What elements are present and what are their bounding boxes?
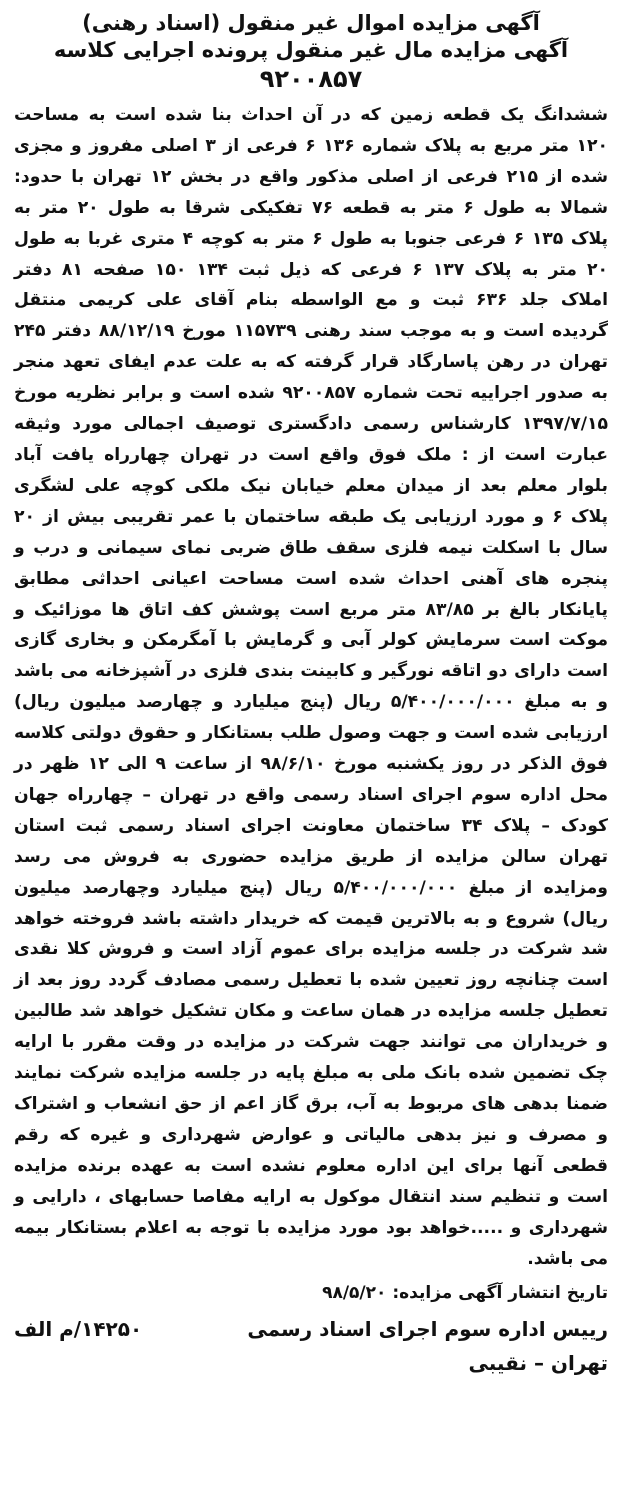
notice-footer [14, 1314, 608, 1394]
notice-header [14, 10, 608, 94]
notice-subtitle: آگهی مزایده مال غیر منقول پرونده اجرایی کلاسه [53, 38, 569, 62]
publish-date: تاریخ انتشار آگهی مزایده: ۹۸/۵/۲۰ [322, 1283, 608, 1304]
signer-title: رییس اداره سوم اجرای اسناد رسمی [247, 1317, 608, 1342]
notice-title: آگهی مزایده اموال غیر منقول (اسناد رهنی) [82, 11, 540, 35]
reference-number: ۱۴۲۵۰/م الف [14, 1317, 143, 1342]
notice-body: ششدانگ یک قطعه زمین که در آن احداث بنا شده است به مساحت ۱۲۰ متر مربع به پلاک شماره ۱۳۶ ۶ فرعی از ۳ اصلی مفروز و مجزی شده از ۲۱۵ فرعی از اصلی مذکور واقع در بخش ۱۲ تهران با حدود: شمالا به طول ۶ متر به قطعه ۷۶ تفکیکی شرقا به طول ۲۰ متر به پلاک ۱۳۵ ۶ فرعی جنوبا به طول ۶ متر به کوچه ۴ متری غربا به طول ۲۰ متر به پلاک ۱۳۷ ۶ فرعی که ذیل ثبت ۱۳۴ ۱۵۰ صفحه ۸۱ دفتر املاک جلد ۶۳۶ ثبت و مع الواسطه بنام آقای علی کریمی منتقل گردیده است و به موجب سند رهنی ۱۱۵۷۳۹ مورخ ۸۸/۱۲/۱۹ دفتر ۲۴۵ تهران در رهن پاسارگاد قرار گرفته که به علت عدم ایفای تعهد منجر به صدور اجراییه تحت شماره ۹۲۰۰۸۵۷ شده است و برابر نظریه مورخ ۱۳۹۷/۷/۱۵ کارشناس رسمی دادگستری توصیف اجمالی مورد وثیقه عبارت است از : ملک فوق واقع است در تهران چهارراه یافت آباد بلوار معلم بعد از میدان معلم خیابان نیک ملکی کوچه علی لشگری پلاک ۶ و مورد ارزیابی یک طبقه ساختمان با عمر تقریبی بیش از ۲۰ سال با اسکلت نیمه فلزی سقف طاق ضربی نمای سیمانی و درب و پنجره های آهنی احداث شده است مساحت اعیانی احداثی مطابق پایانکار بالغ بر ۸۳/۸۵ متر مربع است پوشش کف اتاق ها موزائیک و موکت است سرمایش کولر آبی و گرمایش با آمگرمکن و بخاری گازی است دارای دو اتاقه نورگیر و کابینت بندی فلزی در آشپزخانه می باشد و به مبلغ ۵/۴۰۰/۰۰۰/۰۰۰ ریال (پنج میلیارد و چهارصد میلیون ریال) ارزیابی شده است و جهت وصول طلب بستانکار و حقوق دولتی کلاسه فوق الذکر در روز یکشنبه مورخ ۹۸/۶/۱۰ از ساعت ۹ الی ۱۲ ظهر در محل اداره سوم اجرای اسناد رسمی واقع در تهران – چهارراه جهان کودک – پلاک ۳۴ ساختمان معاونت اجرای اسناد رسمی ثبت استان تهران سالن مزایده از طریق مزایده حضوری به فروش می رسد ومزایده از مبلغ ۵/۴۰۰/۰۰۰/۰۰۰ ریال (پنج میلیارد وچهارصد میلیون ریال) شروع و به بالاترین قیمت که خریدار داشته باشد فروخته خواهد شد شرکت در جلسه مزایده برای عموم آزاد است و فروش کلا نقدی است چنانچه روز تعیین شده با تعطیل رسمی مصادف گردد روز بعد از تعطیل جلسه مزایده در همان ساعت و مکان تشکیل خواهد شد طالبین و خریداران می توانند جهت شرکت در مزایده در وقت مقرر با ارایه چک تضمین شده بانک ملی به مبلغ پایه در جلسه مزایده شرکت نمایند ضمنا بدهی های مربوط به آب، برق گاز اعم از حق انشعاب و اشتراک و مصرف و نیز بدهی مالیاتی و عوارض شهرداری و غیره که رقم قطعی آنها برای این اداره معلوم نشده است به عهده برنده مزایده است و تنظیم سند انتقال موکول به ارایه مفاصا حسابهای ، دارایی و شهرداری و .....خواهد بود مورد مزایده با توجه به اعلام بستانکار بیمه می باشد. [14, 105, 609, 1269]
auction-notice [8, 4, 614, 1482]
signer-name: تهران – نقیبی [468, 1351, 608, 1376]
file-number: ۹۲۰۰۸۵۷ [259, 65, 363, 93]
